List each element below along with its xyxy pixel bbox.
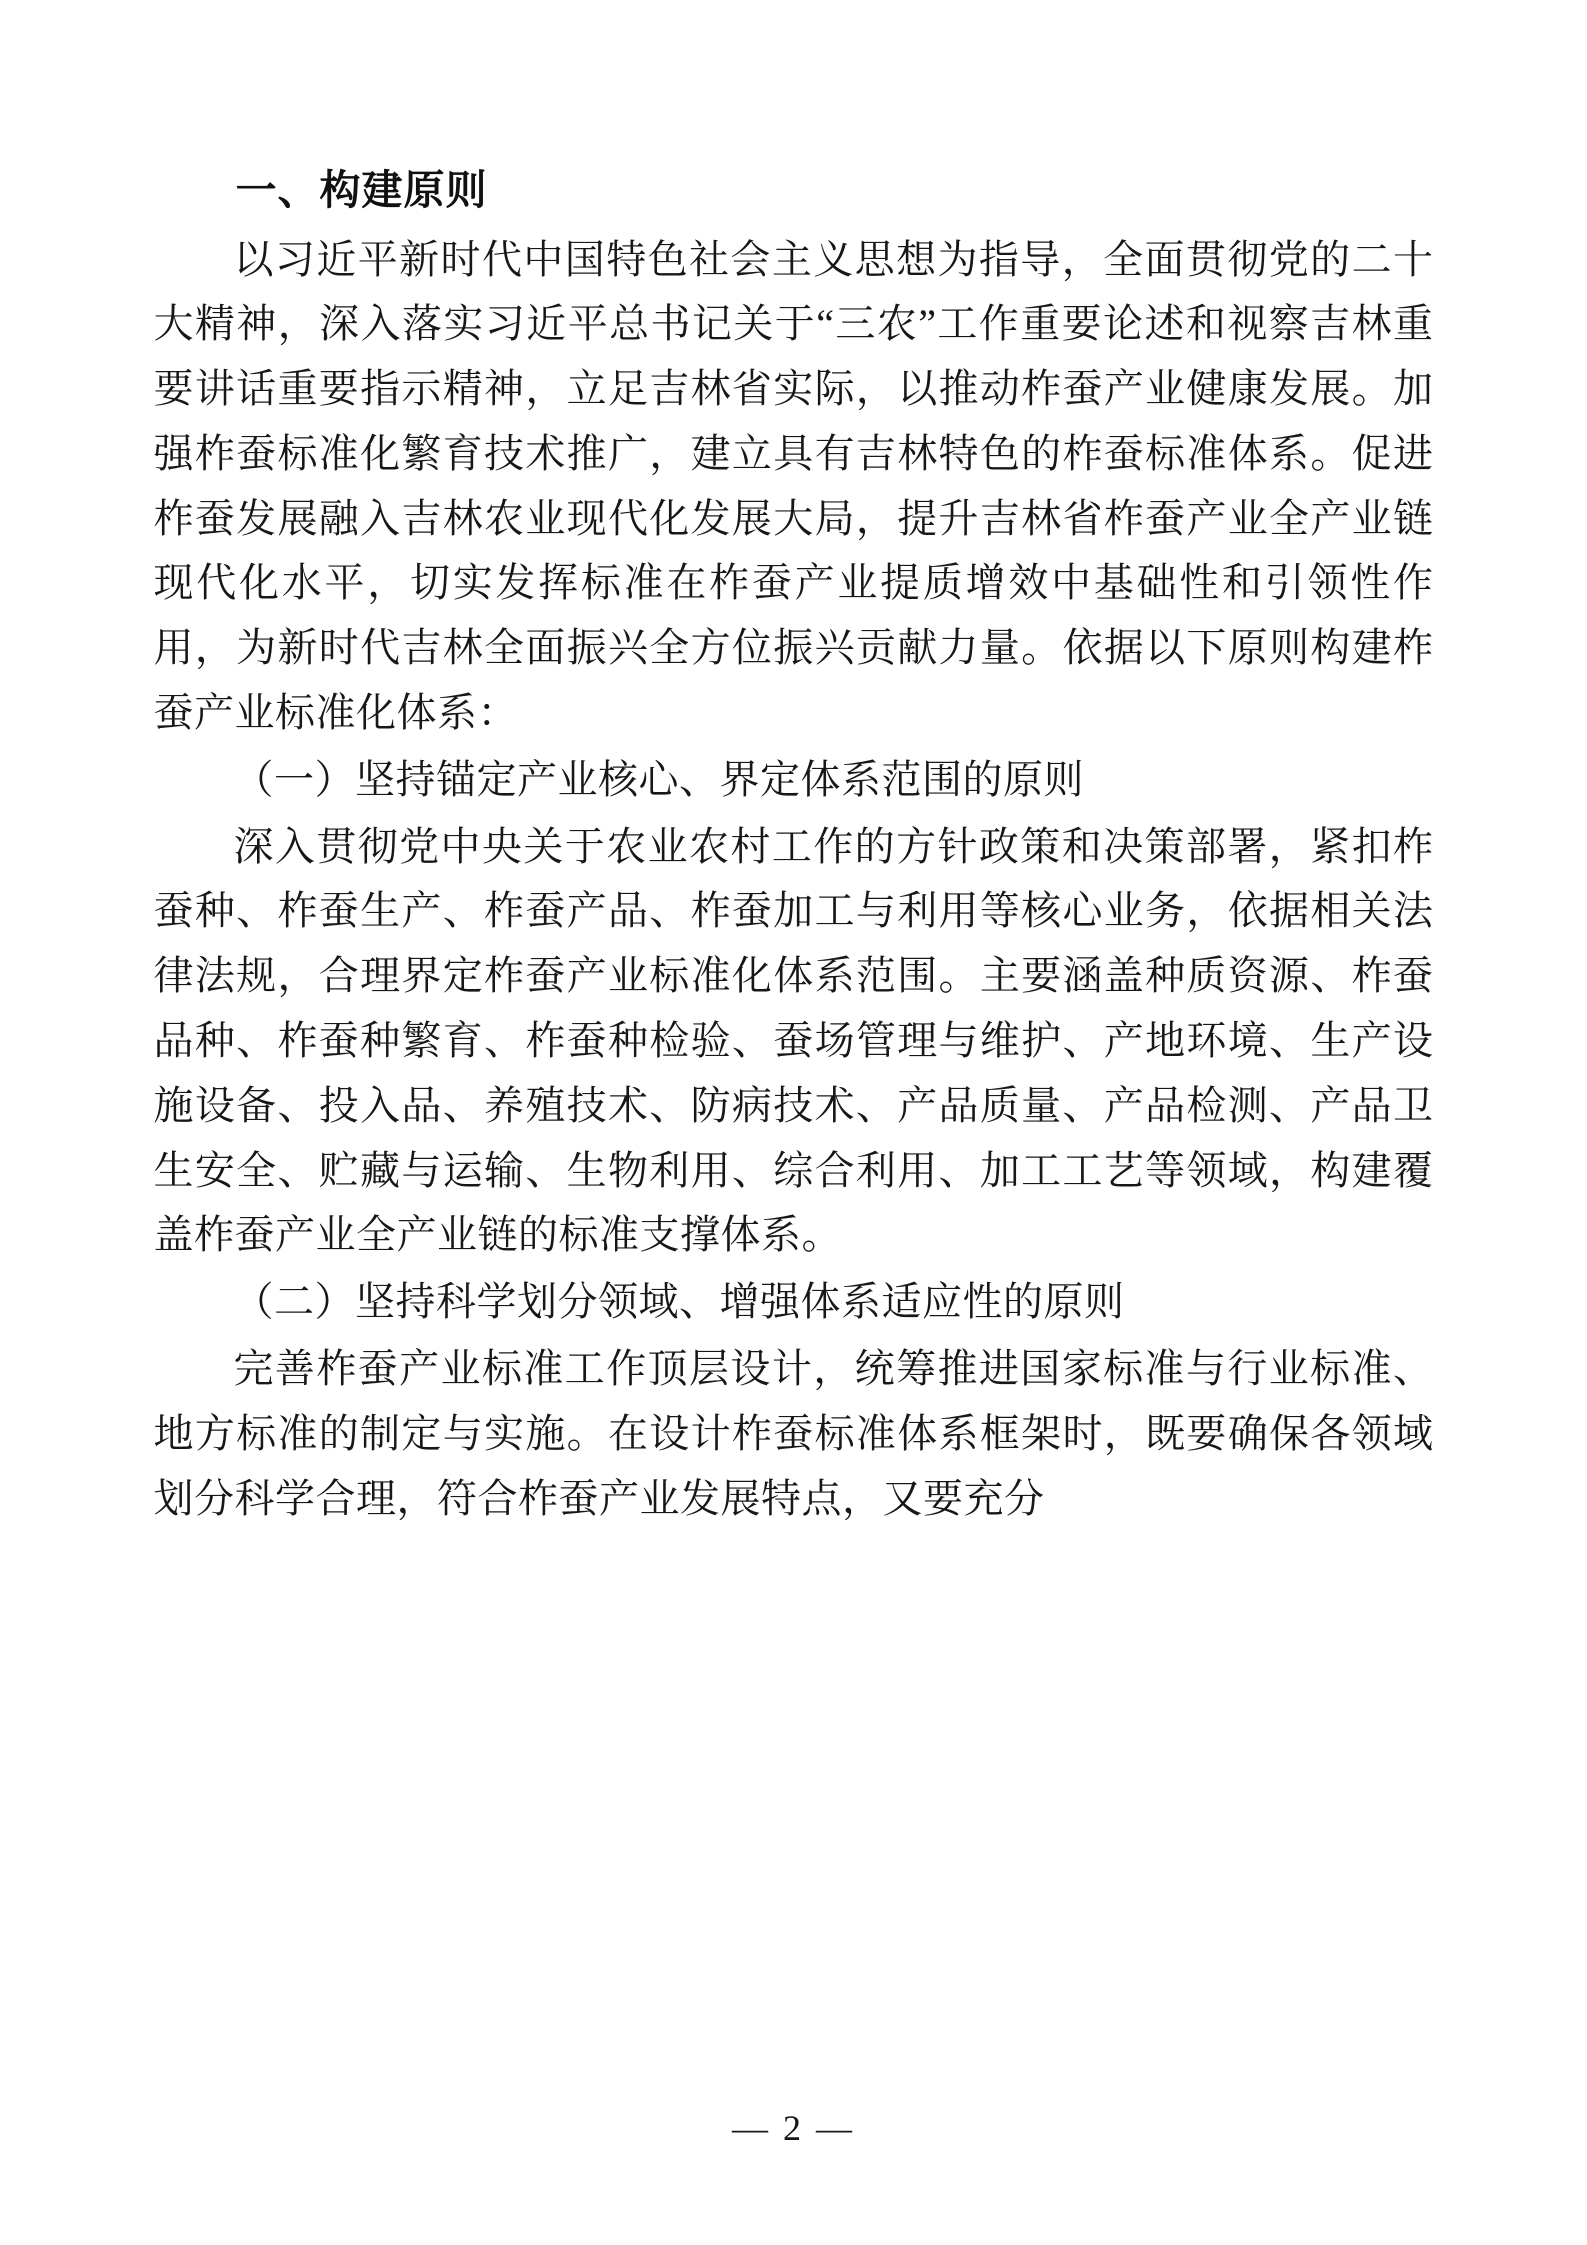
subsection-heading-one: （一）坚持锚定产业核心、界定体系范围的原则 [233,756,1084,802]
body-paragraph: 深入贯彻党中央关于农业农村工作的方针政策和决策部署，紧扣柞蚕种、柞蚕生产、柞蚕产品、柞蚕加工与利用等核心业务，依据相关法律法规，合理界定柞蚕产业标准化体系范围。主要涵盖种质资源、柞蚕品种、柞蚕种繁育、柞蚕种检验、蚕场管理与维护、产地环境、生产设施设备、投入品、养殖技术、防病技术、产品质量、产品检测、产品卫生安全、贮藏与运输、生物利用、综合利用、加工工艺等领域，构建覆盖柞蚕产业全产业链的标准支撑体系。 [153,823,1434,1258]
document-body [154,160,1434,1531]
body-paragraph: 完善柞蚕产业标准工作顶层设计，统筹推进国家标准与行业标准、地方标准的制定与实施。在设计柞蚕标准体系框架时，既要确保各领域划分科学合理，符合柞蚕产业发展特点，又要充分 [153,1346,1434,1521]
body-paragraph: 以习近平新时代中国特色社会主义思想为指导，全面贯彻党的二十大精神，深入落实习近平总书记关于“三农”工作重要论述和视察吉林重要讲话重要指示精神，立足吉林省实际，以推动柞蚕产业健康发展。加强柞蚕标准化繁育技术推广，建立具有吉林特色的柞蚕标准体系。促进柞蚕发展融入吉林农业现代化发展大局，提升吉林省柞蚕产业全产业链现代化水平，切实发挥标准在柞蚕产业提质增效中基础性和引领性作用，为新时代吉林全面振兴全方位振兴贡献力量。依据以下原则构建柞蚕产业标准化体系： [153,236,1434,736]
subsection-heading-two: （二）坚持科学划分领域、增强体系适应性的原则 [233,1279,1125,1325]
section-heading: 一、构建原则 [235,167,488,213]
page-number: — 2 — [732,2108,855,2148]
